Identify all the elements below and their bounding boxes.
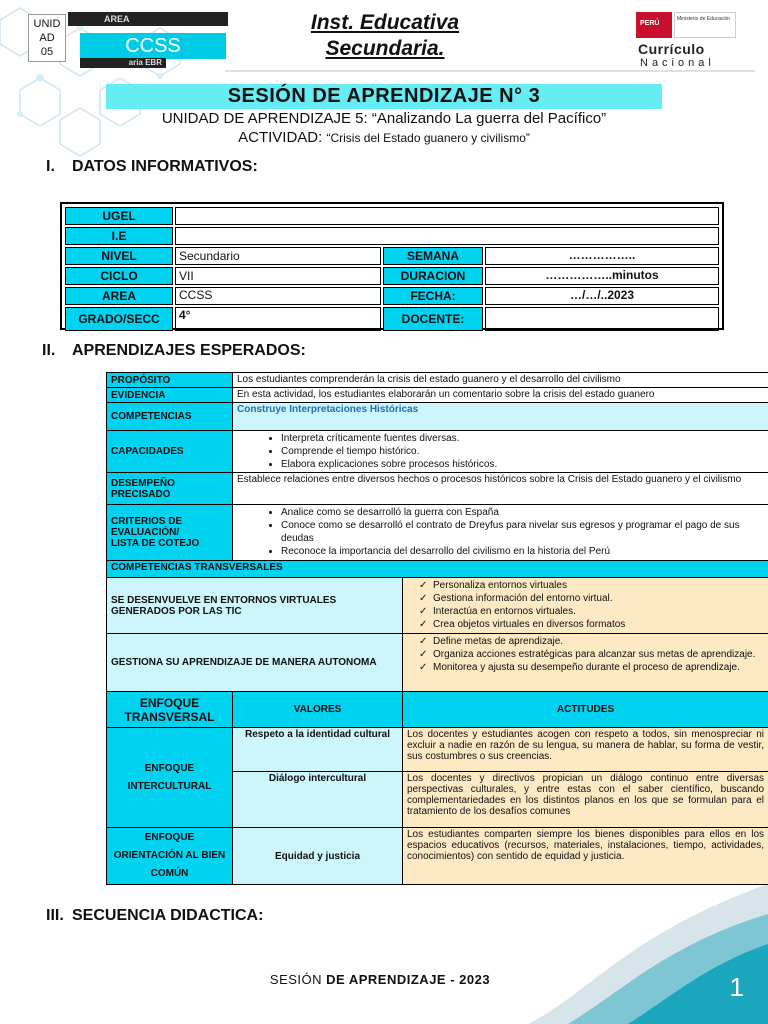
institution-title-line1: Inst. Educativa: [310, 11, 460, 34]
activity-label: ACTIVIDAD:: [238, 129, 327, 146]
aprendizajes-table: [106, 372, 768, 885]
activity-value: “Crisis del Estado guanero y civilismo”: [326, 131, 530, 145]
section-number: I.: [46, 158, 55, 175]
institution-title-line2: Secundaria.: [325, 37, 445, 60]
list-item: • Comprende el tiempo histórico.: [281, 445, 764, 458]
semana-label: SEMANA: [383, 247, 483, 265]
table-row: [107, 828, 768, 885]
table-row: [107, 403, 768, 431]
valor-dialogo: Diálogo intercultural: [233, 772, 403, 828]
section-title: SECUENCIA DIDACTICA:: [72, 907, 264, 924]
list-item: • Conoce como se desarrolló el contrato de Dreyfus para nivelar sus egresos y programar el pago de sus deudas: [281, 519, 764, 545]
grado-label: GRADO/SECC: [65, 307, 173, 331]
table-row: [107, 388, 768, 403]
ccss-badge: CCSS: [80, 33, 226, 59]
valores-header: VALORES: [233, 692, 403, 728]
table-row: [65, 267, 719, 285]
table-row: [65, 207, 719, 225]
footer-bold: DE APRENDIZAJE - 2023: [326, 972, 491, 987]
fecha-value: …/…/..2023: [485, 287, 719, 305]
ie-value: [175, 227, 719, 245]
table-row: [65, 247, 719, 265]
duracion-label: DURACION: [383, 267, 483, 285]
desempeno-label: [107, 473, 233, 505]
capacidades-list: [233, 431, 768, 473]
ie-label: I.E: [65, 227, 173, 245]
datos-informativos-table: [60, 202, 724, 330]
page-footer: [180, 972, 580, 987]
proposito-label: PROPÓSITO: [107, 373, 233, 388]
nacional-label: Nacional: [640, 57, 715, 69]
section-aprendizajes-heading: [42, 342, 306, 360]
list-item: • Interpreta críticamente fuentes diversas.: [281, 432, 764, 445]
criterios-label-line1: CRITERIOS DE: [111, 516, 183, 527]
criterios-label-line3: LISTA DE COTEJO: [111, 538, 200, 549]
footer-prefix: SESIÓN: [269, 972, 327, 987]
section-secuencia-heading: [46, 907, 263, 925]
list-item: • Analice como se desarrolló la guerra con España: [281, 506, 764, 519]
desempeno-label-line1: DESEMPEÑO: [111, 477, 175, 489]
table-row: [107, 578, 768, 634]
area-value: CCSS: [175, 287, 381, 305]
list-item: • Reconoce la importancia del desarrollo del civilismo en la historia del Perú: [281, 545, 764, 558]
session-title: SESIÓN DE APRENDIZAJE N° 3: [227, 85, 541, 107]
nivel-label: NIVEL: [65, 247, 173, 265]
activity-line: [100, 129, 668, 147]
section-number: II.: [42, 342, 56, 359]
list-item: ✓ Organiza acciones estratégicas para alcanzar sus metas de aprendizaje.: [433, 648, 764, 661]
grado-value: 4°: [175, 307, 381, 331]
unidad-text-1: UNID: [33, 18, 61, 30]
valor-respeto: Respeto a la identidad cultural: [233, 728, 403, 772]
curriculo-label: Currículo: [638, 41, 705, 57]
list-item: • Elabora explicaciones sobre procesos históricos.: [281, 458, 764, 471]
table-row: [65, 227, 719, 245]
enfoque-bien-comun: ENFOQUE ORIENTACIÓN AL BIEN COMÚN: [107, 828, 233, 885]
valor-equidad: Equidad y justicia: [233, 828, 403, 885]
list-item: ✓ Gestiona información del entorno virtual.: [433, 592, 764, 605]
list-item: ✓ Define metas de aprendizaje.: [433, 635, 764, 648]
curriculo-nacional-logo: [634, 12, 744, 72]
list-item: ✓ Personaliza entornos virtuales: [433, 579, 764, 592]
evidencia-value: En esta actividad, los estudiantes elaborarán un comentario sobre la crisis del estado guanero: [233, 388, 768, 403]
actitud-dialogo: Los docentes y directivos propician un diálogo continuo entre diversas perspectivas culturales, y entre estas con el saber científico, buscando complementariedades en los distintos planos en los que se formulan para el tratamiento de los desafíos comunes: [403, 772, 768, 828]
list-item: ✓ Interactúa en entornos virtuales.: [433, 605, 764, 618]
autonoma-competence-label: GESTIONA SU APRENDIZAJE DE MANERA AUTONOMA: [107, 634, 403, 692]
evidencia-label: EVIDENCIA: [107, 388, 233, 403]
ugel-value: [175, 207, 719, 225]
actitud-equidad: Los estudiantes comparten siempre los bienes disponibles para ellos en los espacios educativos (recursos, materiales, instalaciones, tiempo, actividades, conocimientos) con sentido de equidad y justicia.: [403, 828, 768, 885]
docente-label: DOCENTE:: [383, 307, 483, 331]
ciclo-label: CICLO: [65, 267, 173, 285]
table-row: [107, 692, 768, 728]
peru-label: PERÚ: [640, 20, 660, 27]
section-number: III.: [46, 907, 64, 924]
actitud-respeto: Los docentes y estudiantes acogen con respeto a todos, sin menospreciar ni excluir a nadie en razón de su lengua, su manera de hablar, su forma de vestir, sus costumbres o sus creencias.: [403, 728, 768, 772]
competencias-label: COMPETENCIAS: [107, 403, 233, 431]
competencias-transversales-heading: COMPETENCIAS TRANSVERSALES: [107, 561, 768, 578]
table-row: [107, 505, 768, 561]
ugel-label: UGEL: [65, 207, 173, 225]
unidad-text-2: AD: [39, 32, 55, 44]
page-number: 1: [729, 972, 744, 1002]
ministry-label: Ministerio de Educación: [674, 12, 736, 38]
autonoma-list: [403, 634, 768, 692]
unidad-number: 05: [40, 46, 54, 58]
tic-competence-label: SE DESENVUELVE EN ENTORNOS VIRTUALES GENERADOS POR LAS TIC: [107, 578, 403, 634]
semana-value: ……………..: [485, 247, 719, 265]
table-row: [107, 373, 768, 388]
duracion-value: ……………..minutos: [485, 267, 719, 285]
nivel-value: Secundario: [175, 247, 381, 265]
table-row: [107, 728, 768, 772]
table-row: [107, 561, 768, 578]
area-label: AREA: [65, 287, 173, 305]
proposito-value: Los estudiantes comprenderán la crisis del estado guanero y el desarrollo del civilismo: [233, 373, 768, 388]
nivel-tag: aria EBR: [80, 58, 166, 68]
unit-title: UNIDAD DE APRENDIZAJE 5: “Analizando La guerra del Pacífico”: [161, 110, 607, 127]
table-row: [107, 473, 768, 505]
section-datos-heading: [46, 158, 258, 176]
institution-title: [260, 10, 510, 62]
table-row: [65, 307, 719, 331]
actitudes-header: ACTITUDES: [403, 692, 768, 728]
list-item: ✓ Crea objetos virtuales en diversos formatos: [433, 618, 764, 631]
unidad-badge: [28, 14, 66, 62]
capacidades-label: CAPACIDADES: [107, 431, 233, 473]
section-title: DATOS INFORMATIVOS:: [72, 158, 258, 175]
enfoque-intercultural: ENFOQUE INTERCULTURAL: [107, 728, 233, 828]
fecha-label: FECHA:: [383, 287, 483, 305]
area-label-bar: [68, 12, 228, 26]
tic-list: [403, 578, 768, 634]
peru-flag-icon: [636, 12, 672, 38]
table-row: [107, 634, 768, 692]
desempeno-label-line2: PRECISADO: [111, 488, 171, 500]
criterios-label-line2: EVALUACIÓN/: [111, 527, 180, 538]
table-row: [65, 287, 719, 305]
criterios-label: [107, 505, 233, 561]
section-title: APRENDIZAJES ESPERADOS:: [72, 342, 306, 359]
docente-value: [485, 307, 719, 331]
area-label: AREA: [104, 14, 130, 24]
enfoque-header: ENFOQUE TRANSVERSAL: [107, 692, 233, 728]
competencias-value: Construye Interpretaciones Históricas: [233, 403, 768, 431]
criterios-list: [233, 505, 768, 561]
desempeno-value: Establece relaciones entre diversos hechos o procesos históricos sobre la Crisis del Estado guanero y el civilismo: [233, 473, 768, 505]
table-row: [107, 431, 768, 473]
ciclo-value: VII: [175, 267, 381, 285]
list-item: ✓ Monitorea y ajusta su desempeño durante el proceso de aprendizaje.: [433, 661, 764, 674]
